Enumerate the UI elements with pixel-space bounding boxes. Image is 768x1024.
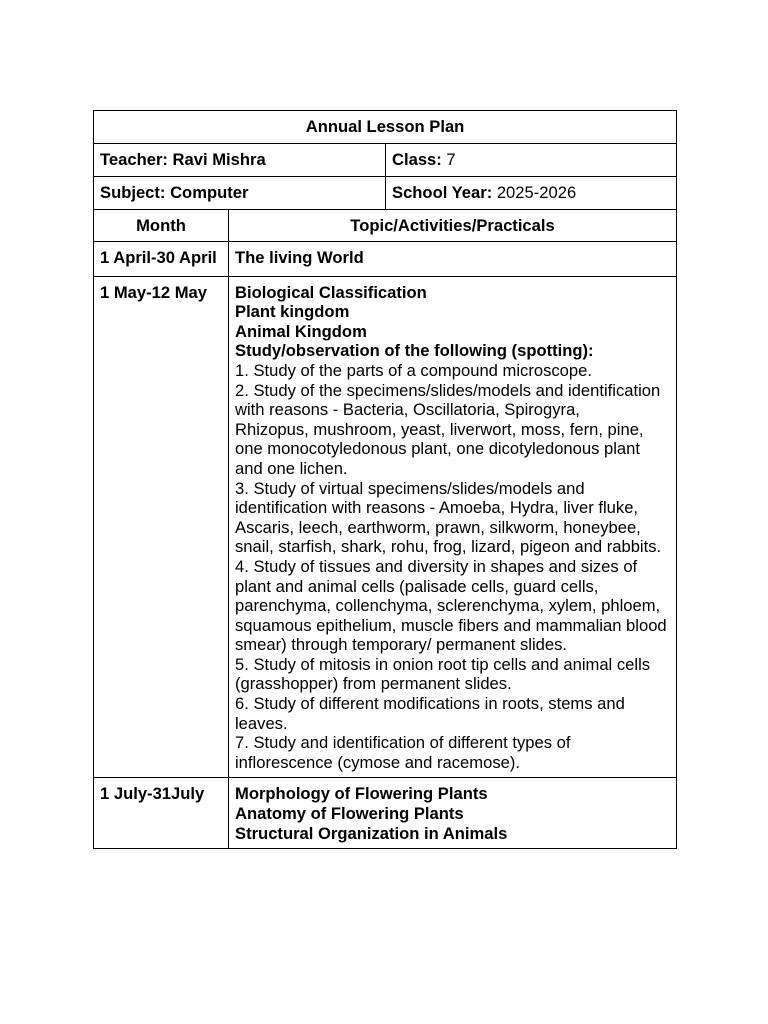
activity-line: 3. Study of virtual specimens/slides/models and identification with reasons - Amoeba, Hydra, liver fluke, Ascaris, leech, earthworm, prawn, silkworm, honeybee, snail, starfish, shark, rohu, frog, lizard, pigeon and rabbits.: [235, 478, 662, 557]
table-row: [94, 276, 677, 778]
subject-cell: [94, 177, 386, 210]
topic-heading: Structural Organization in Animals: [235, 823, 508, 843]
table-row: [94, 242, 677, 277]
teacher-cell: [94, 144, 386, 177]
month-cell: 1 April-30 April: [94, 242, 229, 277]
activity-line: Rhizopus, mushroom, yeast, liverwort, moss, fern, pine, one monocotyledonous plant, one dicotyledonous plant and one lichen.: [235, 419, 644, 478]
topic-header: Topic/Activities/Practicals: [229, 210, 677, 242]
topic-cell: [229, 778, 677, 849]
class-label: Class:: [392, 150, 442, 170]
month-cell: 1 July-31July: [94, 778, 229, 849]
lesson-plan-table: [93, 110, 677, 849]
activity-line: 5. Study of mitosis in onion root tip cells and animal cells (grasshopper) from permanent slides.: [235, 654, 651, 694]
topic-cell: [229, 276, 677, 778]
topic-heading: The living World: [235, 248, 364, 267]
subject-label: Subject: Computer: [100, 183, 249, 203]
month-header: Month: [94, 210, 229, 242]
month-cell: 1 May-12 May: [94, 276, 229, 778]
topic-heading: Anatomy of Flowering Plants: [235, 804, 464, 824]
plan-title: Annual Lesson Plan: [94, 111, 677, 144]
activity-line: 7. Study and identification of different types of inflorescence (cymose and racemose).: [235, 733, 571, 772]
topic-heading: Biological Classification: [235, 282, 427, 302]
teacher-label: Teacher: Ravi Mishra: [100, 150, 266, 170]
activity-line: 4. Study of tissues and diversity in shapes and sizes of plant and animal cells (palisade cells, guard cells, parenchyma, collenchyma, sclerenchyma, xylem, phloem, squamous epithelium, muscle fibers and mammalian blood smear) through temporary/ permanent slides.: [235, 556, 667, 655]
school-year-cell: [386, 177, 677, 210]
plan-rows: [94, 242, 677, 849]
school-year-value: 2025-2026: [492, 183, 577, 203]
activity-line: 2. Study of the specimens/slides/models and identification with reasons - Bacteria, Oscillatoria, Spirogyra,: [235, 380, 661, 420]
topic-heading: Morphology of Flowering Plants: [235, 784, 488, 804]
activity-line: 6. Study of different modifications in roots, stems and leaves.: [235, 694, 625, 733]
class-cell: [386, 144, 677, 177]
topic-heading: Study/observation of the following (spotting):: [235, 341, 594, 361]
class-value: 7: [441, 150, 456, 170]
school-year-label: School Year:: [392, 183, 493, 203]
topic-heading: Plant kingdom: [235, 302, 350, 322]
topic-heading: Animal Kingdom: [235, 321, 367, 341]
activity-line: 1. Study of the parts of a compound microscope.: [235, 360, 592, 380]
topic-cell: [229, 242, 677, 277]
table-row: [94, 778, 677, 849]
